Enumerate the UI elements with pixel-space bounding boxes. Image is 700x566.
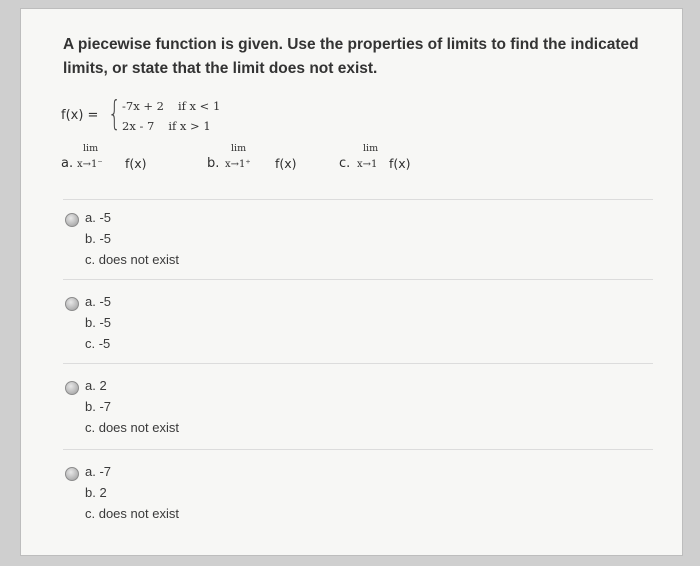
option-3-line-c: c. does not exist — [85, 420, 179, 435]
case-1-condition: if x < 1 — [177, 99, 221, 113]
limit-b-subscript: x→1⁺ — [225, 159, 251, 170]
option-3-line-b: b. -7 — [85, 399, 112, 414]
limit-c-letter: c. — [339, 156, 351, 171]
divider — [63, 199, 653, 200]
limit-a-subscript: x→1⁻ — [77, 159, 103, 170]
option-4-line-c: c. does not exist — [85, 506, 179, 521]
answer-option-4[interactable] — [63, 459, 653, 533]
radio-button[interactable] — [65, 467, 79, 481]
option-3-line-a: a. 2 — [85, 378, 107, 393]
answer-option-3[interactable] — [63, 373, 653, 447]
radio-button[interactable] — [65, 213, 79, 227]
answer-option-1[interactable] — [63, 205, 653, 279]
radio-button[interactable] — [65, 381, 79, 395]
divider — [63, 449, 653, 450]
function-name: f(x) = — [61, 108, 99, 123]
option-1-line-b: b. -5 — [85, 231, 112, 246]
option-4-line-b: b. 2 — [85, 485, 107, 500]
case-1 — [122, 99, 220, 113]
limit-b-expression: f(x) — [275, 156, 297, 171]
limit-c-word: lim — [363, 143, 379, 154]
case-2-expression: 2x - 7 — [122, 119, 155, 133]
option-2-line-a: a. -5 — [85, 294, 112, 309]
case-brace: { — [108, 94, 121, 134]
case-1-expression: -7x + 2 — [122, 99, 164, 113]
divider — [63, 279, 653, 280]
radio-button[interactable] — [65, 297, 79, 311]
case-2 — [122, 119, 211, 133]
option-2-line-c: c. -5 — [85, 336, 111, 351]
option-2-line-b: b. -5 — [85, 315, 112, 330]
limit-c-subscript: x→1 — [357, 159, 378, 170]
question-text: A piecewise function is given. Use the properties of limits to find the indicated limits, or state that the limit does not exist. — [63, 36, 639, 77]
option-4-line-a: a. -7 — [85, 464, 112, 479]
option-1-line-c: c. does not exist — [85, 252, 179, 267]
limit-b-letter: b. — [207, 156, 220, 171]
limit-b-word: lim — [231, 143, 247, 154]
limit-a-word: lim — [83, 143, 99, 154]
option-1-line-a: a. -5 — [85, 210, 112, 225]
limit-c-expression: f(x) — [389, 156, 411, 171]
case-2-condition: if x > 1 — [168, 119, 211, 133]
divider — [63, 363, 653, 364]
limit-a-letter: a. — [61, 156, 74, 171]
limit-a-expression: f(x) — [125, 156, 147, 171]
answer-option-2[interactable] — [63, 289, 653, 363]
question-card — [20, 8, 683, 556]
